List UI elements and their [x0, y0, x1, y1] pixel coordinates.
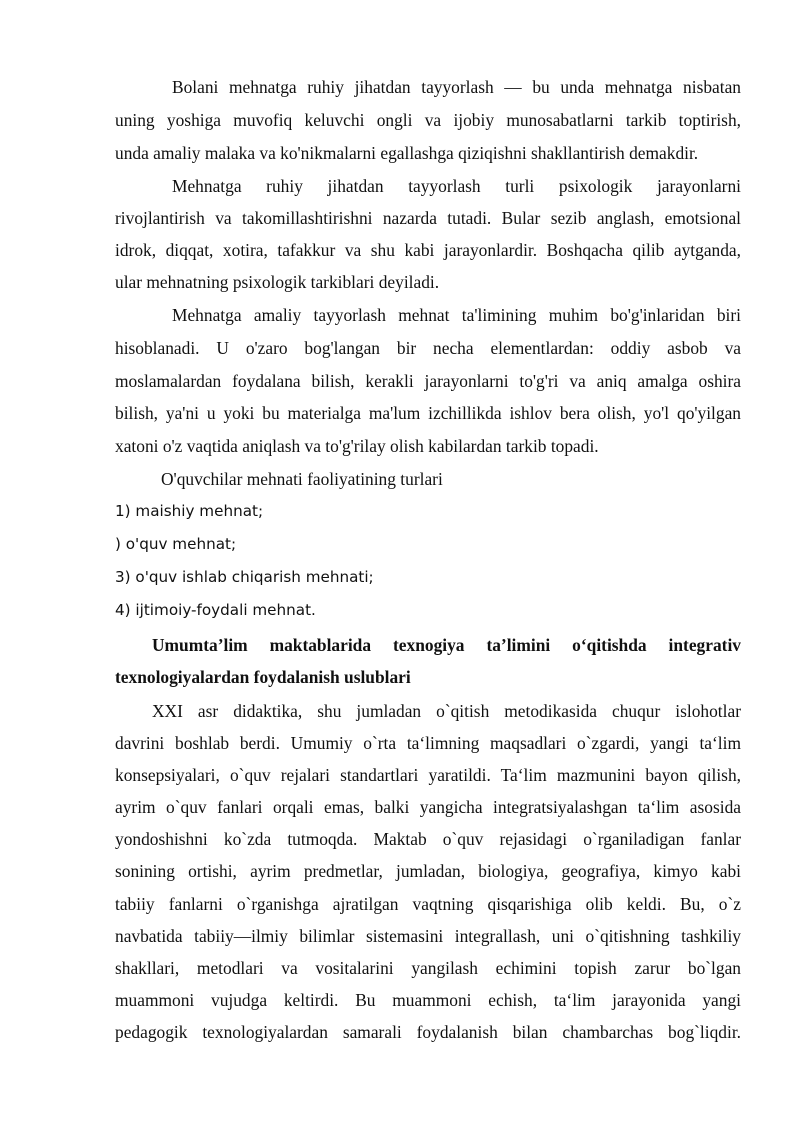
paragraph2-line-2: rivojlantirish va takomillashtirishni nazarda tutadi. Bular sezib anglash, emotsional [115, 208, 741, 228]
paragraph2-line-3: idrok, diqqat, xotira, tafakkur va shu kabi jarayonlardir. Boshqacha qilib aytganda, [115, 240, 741, 260]
list-item: 4) ijtimoiy-foydali mehnat. [115, 601, 316, 619]
paragraph4-line-8: navbatida tabiiy—ilmiy bilimlar sistemasini integrallash, uni o`qitishning tashkiliy [115, 926, 741, 946]
paragraph3-line-2: hisoblanadi. U o'zaro bog'langan bir necha elementlardan: oddiy asbob va [115, 338, 741, 358]
paragraph4-line-7: tabiiy fanlarni o`rganishga ajratilgan vaqtning qisqarishiga olib keldi. Bu, o`z [115, 894, 741, 914]
paragraph4-line-2: davrini boshlab berdi. Umumiy o`rta ta‘limning maqsadlari o`zgardi, yangi ta‘lim [115, 733, 741, 753]
paragraph2-line-4: ular mehnatning psixologik tarkiblari deyiladi. [115, 272, 440, 292]
paragraph4-line-4: ayrim o`quv fanlari orqali emas, balki yangicha integratsiyalashgan ta‘lim asosida [115, 797, 741, 817]
paragraph1-line-2: uning yoshiga muvofiq keluvchi ongli va ijobiy munosabatlarni tarkib toptirish, [115, 110, 741, 130]
paragraph4-line-11: pedagogik texnologiyalardan samarali foydalanish bilan chambarchas bog`liqdir. [115, 1022, 741, 1042]
paragraph4-line-10: muammoni vujudga keltirdi. Bu muammoni echish, ta‘lim jarayonida yangi [115, 990, 741, 1010]
paragraph3-line-5: xatoni o'z vaqtida aniqlash va to'g'rilay olish kabilardan tarkib topadi. [115, 436, 599, 456]
list-item: ) o'quv mehnat; [115, 535, 237, 553]
section-heading-line-2: texnologiyalardan foydalanish uslublari [115, 667, 411, 687]
paragraph4-line-3: konsepsiyalari, o`quv rejalari standartlari yaratildi. Ta‘lim mazmunini bayon qilish, [115, 765, 741, 785]
list-title: O'quvchilar mehnati faoliyatining turlari [161, 469, 443, 489]
list-item: 3) o'quv ishlab chiqarish mehnati; [115, 568, 374, 586]
paragraph4-line-1: XXI asr didaktika, shu jumladan o`qitish metodikasida chuqur islohotlar [152, 701, 741, 721]
section-heading-line-1: Umumta’lim maktablarida texnogiya ta’limini o‘qitishda integrativ [152, 635, 741, 655]
paragraph4-line-6: sonining ortishi, ayrim predmetlar, jumladan, biologiya, geografiya, kimyo kabi [115, 861, 741, 881]
paragraph4-line-5: yondoshishni ko`zda tutmoqda. Maktab o`quv rejasidagi o`rganiladigan fanlar [115, 829, 741, 849]
list-item: 1) maishiy mehnat; [115, 502, 264, 520]
paragraph3-line-4: bilish, ya'ni u yoki bu materialga ma'lum izchillikda ishlov bera olish, yo'l qo'yilgan [115, 403, 741, 423]
paragraph1-line-3: unda amaliy malaka va ko'nikmalarni egallashga qiziqishni shakllantirish demakdir. [115, 143, 699, 163]
paragraph2-line-1: Mehnatga ruhiy jihatdan tayyorlash turli psixologik jarayonlarni [172, 176, 741, 196]
paragraph1-line-1: Bolani mehnatga ruhiy jihatdan tayyorlash — bu unda mehnatga nisbatan [172, 77, 741, 97]
paragraph4-line-9: shakllari, metodlari va vositalarini yangilash echimini topish zarur bo`lgan [115, 958, 741, 978]
paragraph3-line-1: Mehnatga amaliy tayyorlash mehnat ta'limining muhim bo'g'inlaridan biri [172, 305, 741, 325]
paragraph3-line-3: moslamalardan foydalana bilish, kerakli jarayonlarni to'g'ri va aniq amalga oshira [115, 371, 741, 391]
